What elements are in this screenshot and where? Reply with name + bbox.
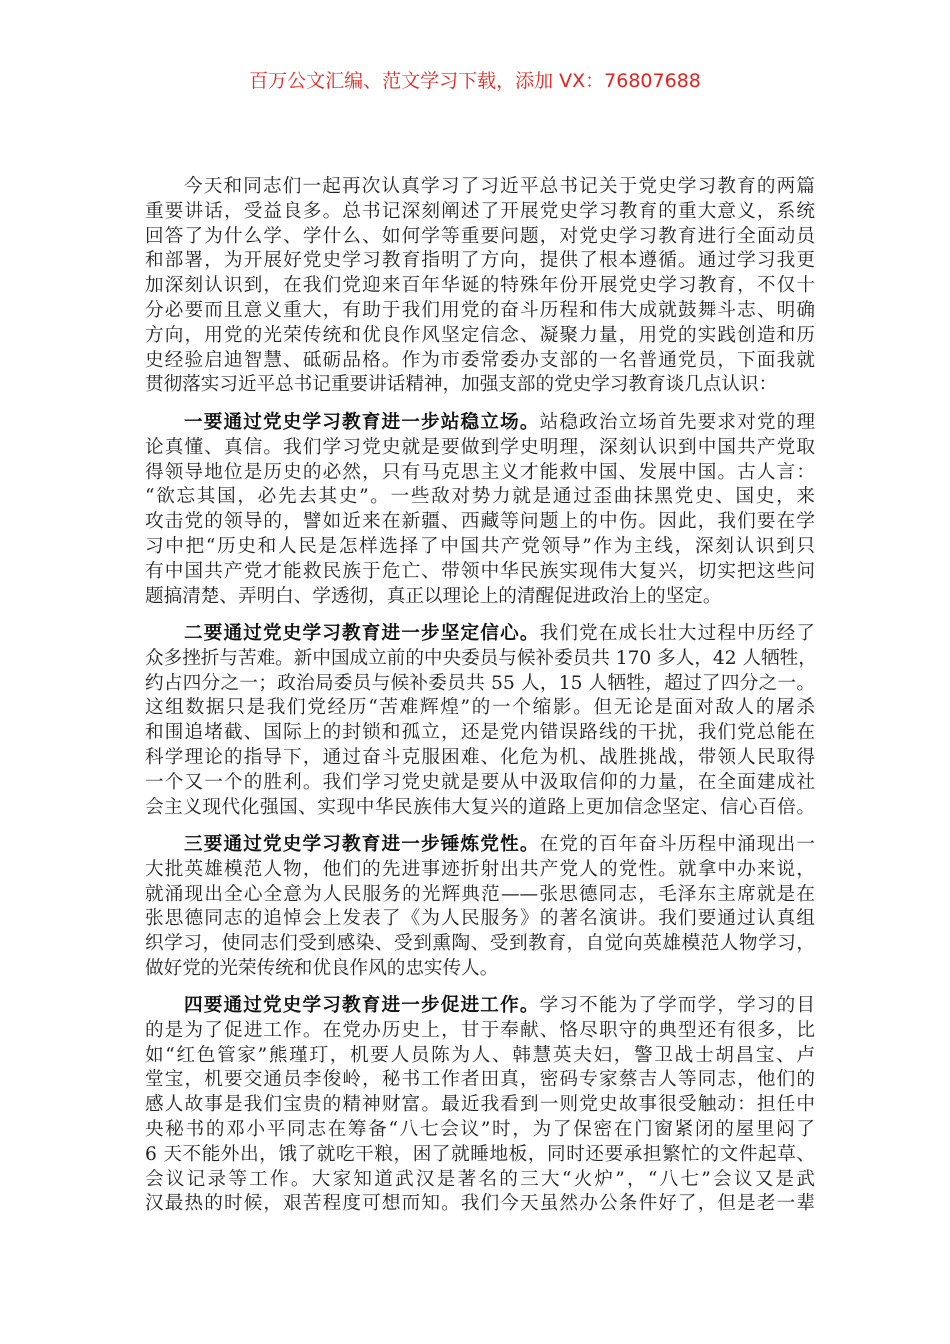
text-line: 6 天不能外出，饿了就吃干粮，困了就睡地板，同时还要承担繁忙的文件起草、 bbox=[145, 1143, 815, 1165]
text-line: 大批英雄模范人物，他们的先进事迹折射出共产党人的党性。就拿中办来说， bbox=[145, 858, 815, 880]
text-line: 四要通过党史学习教育进一步促进工作。学习不能为了学而学，学习的目 bbox=[184, 995, 815, 1016]
paragraph bbox=[145, 411, 815, 609]
text-line: 如“红色管家”熊瑾玎，机要人员陈为人、韩慧英夫妇，警卫战士胡昌宝、卢 bbox=[145, 1044, 815, 1066]
section-heading: 一要通过党史学习教育进一步站稳立场。 bbox=[184, 412, 540, 433]
text-line: 会议记录等工作。大家知道武汉是著名的三大“火炉”，“八七”会议又是武 bbox=[145, 1168, 815, 1190]
text-line: 科学理论的指导下，通过奋斗克服困难、化危为机、战胜挑战，带领人民取得 bbox=[145, 746, 815, 768]
text-line: 堂宝，机要交通员李俊岭，秘书工作者田真，密码专家蔡吉人等同志，他们的 bbox=[145, 1069, 815, 1091]
text-line: 回答了为什么学、学什么、如何学等重要问题，对党史学习教育进行全面动员 bbox=[145, 225, 815, 247]
text-line: 习中把“历史和人民是怎样选择了中国共产党领导”作为主线，深刻认识到只 bbox=[145, 535, 815, 557]
text-line: 会主义现代化强国、实现中华民族伟大复兴的道路上更加信念坚定、信心百倍。 bbox=[145, 796, 815, 818]
text-line: 做好党的光荣传统和优良作风的忠实传人。 bbox=[145, 957, 499, 979]
text-line: 一个又一个的胜利。我们学习党史就是要从中汲取信仰的力量，在全面建成社 bbox=[145, 771, 815, 793]
text-line: 众多挫折与苦难。新中国成立前的中央委员与候补委员共 170 多人，42 人牺牲， bbox=[145, 647, 817, 669]
text-line: 约占四分之一；政治局委员与候补委员共 55 人，15 人牺牲，超过了四分之一。 bbox=[145, 672, 815, 694]
paragraph bbox=[145, 175, 815, 398]
text-line: 张思德同志的追悼会上发表了《为人民服务》的著名演讲。我们要通过认真组 bbox=[145, 908, 815, 930]
paragraph bbox=[145, 622, 815, 820]
text-line: 和部署，为开展好党史学习教育指明了方向，提供了根本遵循。通过学习我更 bbox=[145, 250, 815, 272]
text-line: 得领导地位是历史的必然，只有马克思主义才能救中国、发展中国。古人言： bbox=[145, 461, 815, 483]
text-line: 论真懂、真信。我们学习党史就是要做到学史明理，深刻认识到中国共产党取 bbox=[145, 436, 815, 458]
text-line: 有中国共产党才能救民族于危亡、带领中华民族实现伟大复兴，切实把这些问 bbox=[145, 560, 815, 582]
text-line: 方向，用党的光荣传统和优良作风坚定信念、凝聚力量，用党的实践创造和历 bbox=[145, 324, 815, 346]
text-line: 二要通过党史学习教育进一步坚定信心。我们党在成长壮大过程中历经了 bbox=[184, 623, 815, 644]
text-line: 这组数据只是我们党经历“苦难辉煌”的一个缩影。但无论是面对敌人的屠杀 bbox=[145, 697, 815, 719]
text-line: 加深刻认识到，在我们党迎来百年华诞的特殊年份开展党史学习教育，不仅十 bbox=[145, 275, 815, 297]
text-line: 的是为了促进工作。在党办历史上，甘于奉献、恪尽职守的典型还有很多，比 bbox=[145, 1019, 815, 1041]
text-line: 史经验启迪智慧、砥砺品格。作为市委常委办支部的一名普通党员，下面我就 bbox=[145, 349, 815, 371]
text-line: “欲忘其国，必先去其史”。一些敌对势力就是通过歪曲抹黑党史、国史，来 bbox=[145, 486, 815, 508]
text-line: 织学习，使同志们受到感染、受到熏陶、受到教育，自觉向英雄模范人物学习， bbox=[145, 933, 815, 955]
text-line: 央秘书的邓小平同志在筹备“八七会议”时，为了保密在门窗紧闭的屋里闷了 bbox=[145, 1118, 815, 1140]
section-heading: 四要通过党史学习教育进一步促进工作。 bbox=[184, 995, 540, 1016]
text-line: 和围追堵截、国际上的封锁和孤立，还是党内错误路线的干扰，我们党总能在 bbox=[145, 722, 815, 744]
text-line: 分必要而且意义重大，有助于我们用党的奋斗历程和伟大成就鼓舞斗志、明确 bbox=[145, 299, 815, 321]
section-heading: 三要通过党史学习教育进一步锤炼党性。 bbox=[184, 834, 540, 855]
text-line: 就涌现出全心全意为人民服务的光辉典范——张思德同志，毛泽东主席就是在 bbox=[145, 883, 815, 905]
text-line: 贯彻落实习近平总书记重要讲话精神，加强支部的党史学习教育谈几点认识： bbox=[145, 374, 778, 396]
text-line: 感人故事是我们宝贵的精神财富。最近我看到一则党史故事很受触动：担任中 bbox=[145, 1094, 815, 1116]
paragraph bbox=[145, 994, 815, 1217]
text-line: 今天和同志们一起再次认真学习了习近平总书记关于党史学习教育的两篇 bbox=[184, 176, 815, 197]
text-line: 重要讲话，受益良多。总书记深刻阐述了开展党史学习教育的重大意义，系统 bbox=[145, 200, 815, 222]
text-line: 三要通过党史学习教育进一步锤炼党性。在党的百年奋斗历程中涌现出一 bbox=[184, 834, 815, 855]
text-line: 攻击党的领导的，譬如近来在新疆、西藏等问题上的中伤。因此，我们要在学 bbox=[145, 511, 815, 533]
text-line: 一要通过党史学习教育进一步站稳立场。站稳政治立场首先要求对党的理 bbox=[184, 412, 815, 433]
watermark-header: 百万公文汇编、范文学习下载，添加 VX：76807688 bbox=[249, 70, 701, 92]
text-line: 汉最热的时候，艰苦程度可想而知。我们今天虽然办公条件好了，但是老一辈 bbox=[145, 1193, 815, 1215]
section-heading: 二要通过党史学习教育进一步坚定信心。 bbox=[184, 623, 540, 644]
paragraph bbox=[145, 833, 815, 982]
text-line: 题搞清楚、弄明白、学透彻，真正以理论上的清醒促进政治上的坚定。 bbox=[145, 585, 722, 607]
